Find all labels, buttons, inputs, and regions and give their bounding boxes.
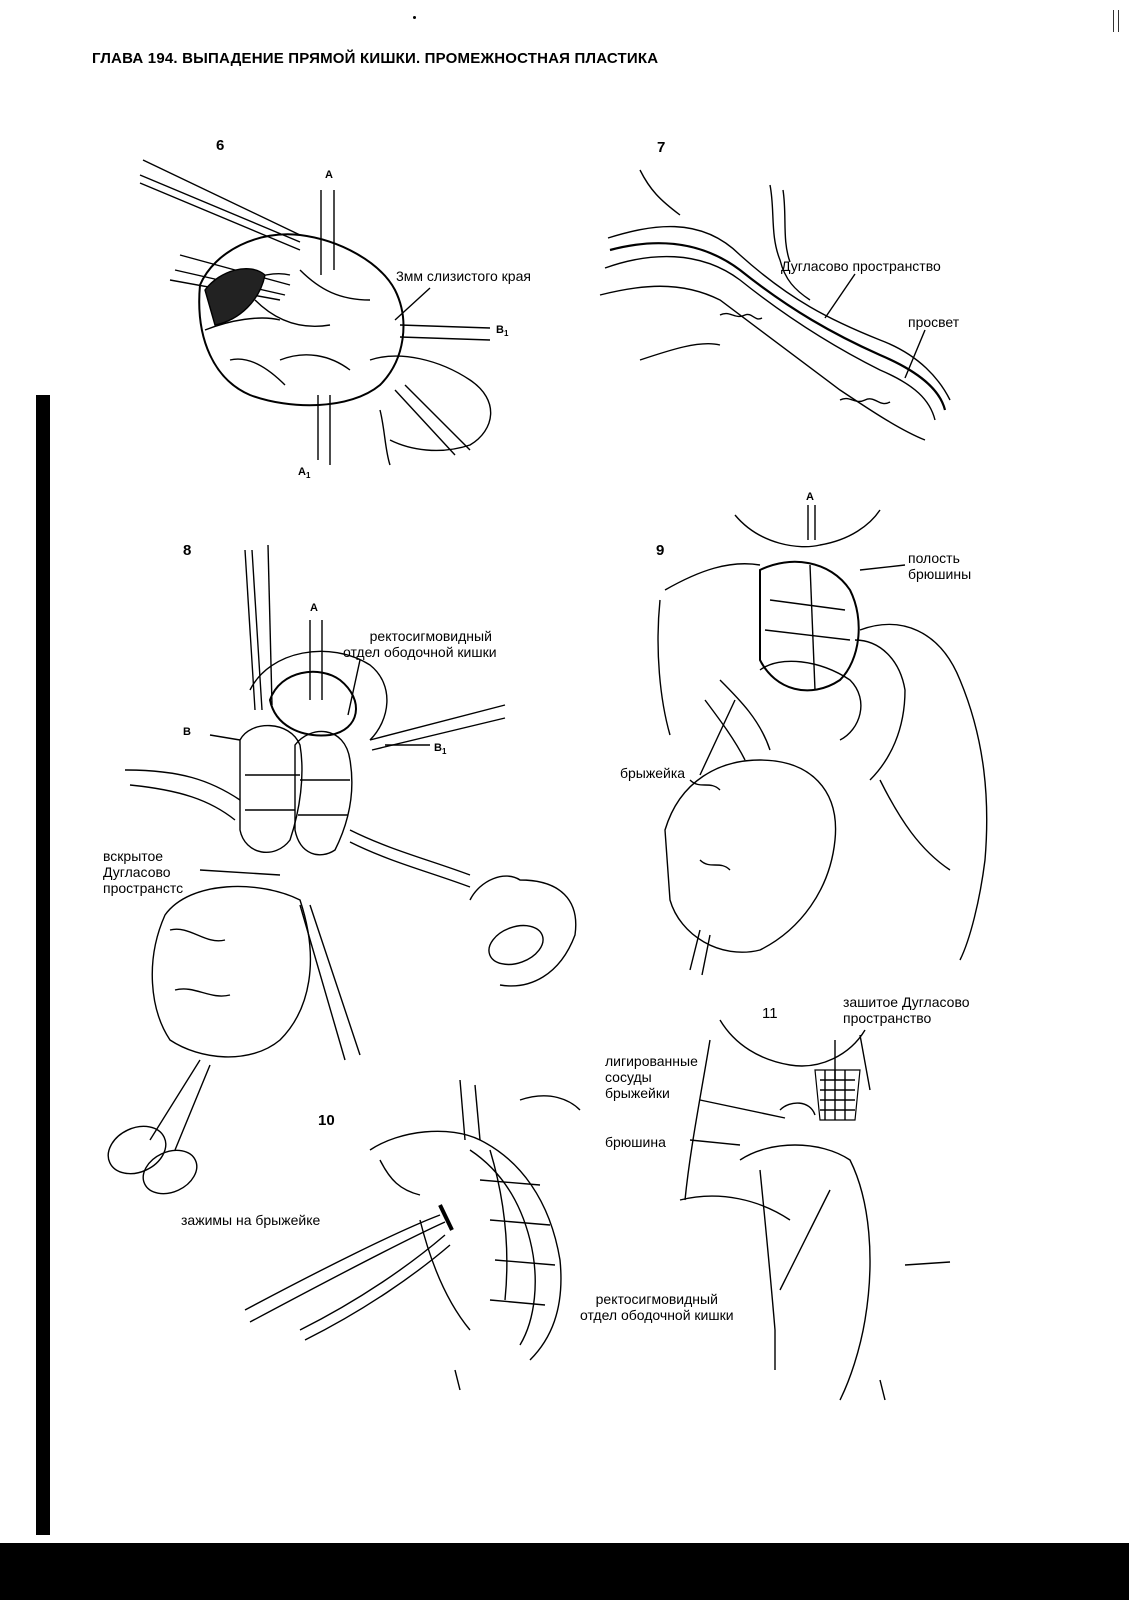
figure-9-number: 9 — [656, 542, 665, 559]
figure-6-number: 6 — [216, 137, 225, 154]
figure-9-label-mesentery: брыжейка — [620, 765, 686, 781]
figure-6-label-B1: $B_1$ — [496, 324, 509, 339]
figure-11-label-rectosigmoid — [580, 1291, 734, 1323]
figure-11-label-peritoneum: брюшина — [605, 1134, 666, 1150]
figure-11-label-sutured-line1: зашитое Дугласово — [843, 994, 970, 1010]
figure-6-label-A1: $A_1$ — [298, 466, 311, 481]
figure-8-label-A: A — [310, 602, 318, 614]
figure-11-label-ligated-line2: сосуды — [605, 1069, 652, 1085]
figure-11-label-sutured-line2: пространство — [843, 1010, 932, 1026]
figure-8-label-rectosigmoid-line2: отдел ободочной кишки — [343, 644, 497, 660]
figure-11-label-sutured-douglas — [843, 994, 970, 1026]
figure-10-number: 10 — [318, 1112, 335, 1129]
figure-8-label-B: B — [183, 726, 191, 738]
figure-7-number: 7 — [657, 139, 666, 156]
figure-8-label-opened-line1: вскрытое — [103, 848, 164, 864]
figure-7-label-lumen: просвет — [908, 314, 960, 330]
figure-8-label-opened-line2: Дугласово — [103, 864, 171, 880]
figure-8-label-B1: $B_1$ — [434, 742, 447, 757]
figure-8-label-opened-line3: пространстс — [103, 880, 184, 896]
figure-8-label-rectosigmoid-line1: ректосигмовидный — [369, 628, 492, 644]
figure-11-label-ligated-line1: лигированные — [605, 1053, 698, 1069]
figure-9-label-peritoneal-line1: полость — [908, 550, 960, 566]
figure-6-label-mucosa-edge: 3мм слизистого края — [396, 268, 531, 284]
figure-11-label-ligated-line3: брыжейки — [605, 1085, 670, 1101]
chapter-title: ГЛАВА 194. ВЫПАДЕНИЕ ПРЯМОЙ КИШКИ. ПРОМЕЖНОСТНАЯ ПЛАСТИКА — [92, 50, 659, 67]
figure-9-label-A: A — [806, 491, 814, 503]
figure-8-number: 8 — [183, 542, 192, 559]
figure-6-label-A: A — [325, 169, 333, 181]
figure-11-label-rectosigmoid-line1: ректосигмовидный — [595, 1291, 718, 1307]
figure-10-label-clamps: зажимы на брыжейке — [181, 1212, 321, 1228]
figure-7-label-douglas: Дугласово пространство — [781, 258, 941, 274]
figure-11-label-ligated-vessels — [605, 1053, 698, 1101]
figure-9-label-peritoneal-line2: брюшины — [908, 566, 972, 582]
figure-11-number: 11 — [762, 1005, 778, 1022]
figure-11-label-rectosigmoid-line2: отдел ободочной кишки — [580, 1307, 734, 1323]
